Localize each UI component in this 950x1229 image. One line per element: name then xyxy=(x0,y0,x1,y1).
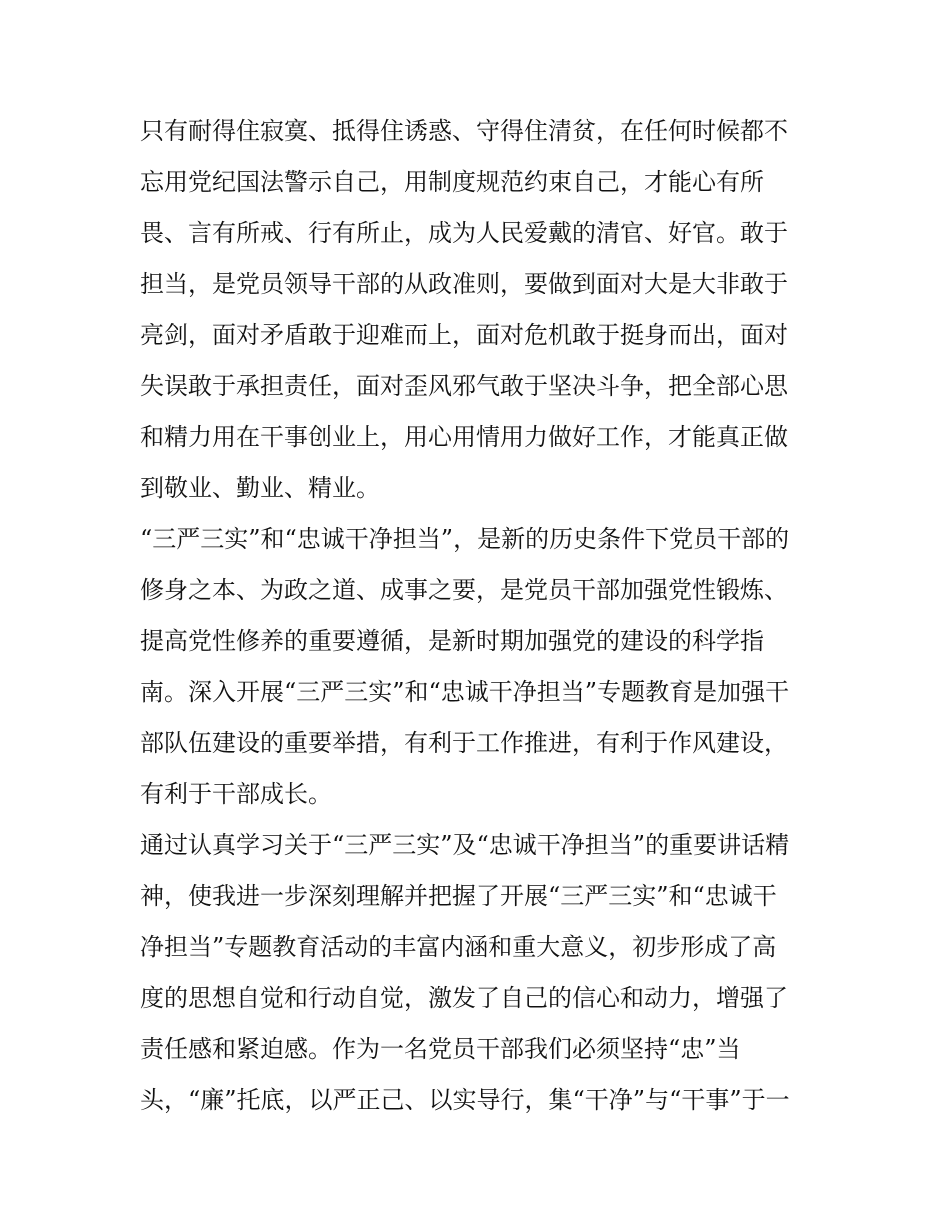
body-text xyxy=(140,106,820,1126)
text-line: 到敬业、勤业、精业。 xyxy=(140,474,380,502)
text-line: 净担当”专题教育活动的丰富内涵和重大意义，初步形成了高 xyxy=(140,933,777,961)
text-line: “三严三实”和“忠诚干净担当”，是新的历史条件下党员干部的 xyxy=(140,525,790,553)
text-line: 神，使我进一步深刻理解并把握了开展“三严三实”和“忠诚干 xyxy=(140,882,777,910)
text-line: 部队伍建设的重要举措，有利于工作推进，有利于作风建设， xyxy=(140,729,788,757)
text-line: 度的思想自觉和行动自觉，激发了自己的信心和动力，增强了 xyxy=(140,984,788,1012)
text-line: 南。深入开展“三严三实”和“忠诚干净担当”专题教育是加强干 xyxy=(140,678,790,706)
text-line: 通过认真学习关于“三严三实”及“忠诚干净担当”的重要讲话精 xyxy=(140,831,790,859)
text-line: 有利于干部成长。 xyxy=(140,780,332,808)
text-line: 只有耐得住寂寞、抵得住诱惑、守得住清贫，在任何时候都不 xyxy=(140,117,788,145)
text-line: 头，“廉”托底，以严正己、以实导行，集“干净”与“干事”于一 xyxy=(140,1086,790,1114)
text-line: 和精力用在干事创业上，用心用情用力做好工作，才能真正做 xyxy=(140,423,788,451)
text-line: 责任感和紧迫感。作为一名党员干部我们必须坚持“忠”当 xyxy=(140,1035,741,1063)
text-line: 忘用党纪国法警示自己，用制度规范约束自己，才能心有所 xyxy=(140,168,764,196)
text-line: 担当，是党员领导干部的从政准则，要做到面对大是大非敢于 xyxy=(140,270,788,298)
text-line: 亮剑，面对矛盾敢于迎难而上，面对危机敢于挺身而出，面对 xyxy=(140,321,788,349)
text-line: 提高党性修养的重要遵循，是新时期加强党的建设的科学指 xyxy=(140,627,764,655)
text-line: 畏、言有所戒、行有所止，成为人民爱戴的清官、好官。敢于 xyxy=(140,219,788,247)
text-line: 失误敢于承担责任，面对歪风邪气敢于坚决斗争，把全部心思 xyxy=(140,372,788,400)
text-line: 修身之本、为政之道、成事之要，是党员干部加强党性锻炼、 xyxy=(140,576,788,604)
